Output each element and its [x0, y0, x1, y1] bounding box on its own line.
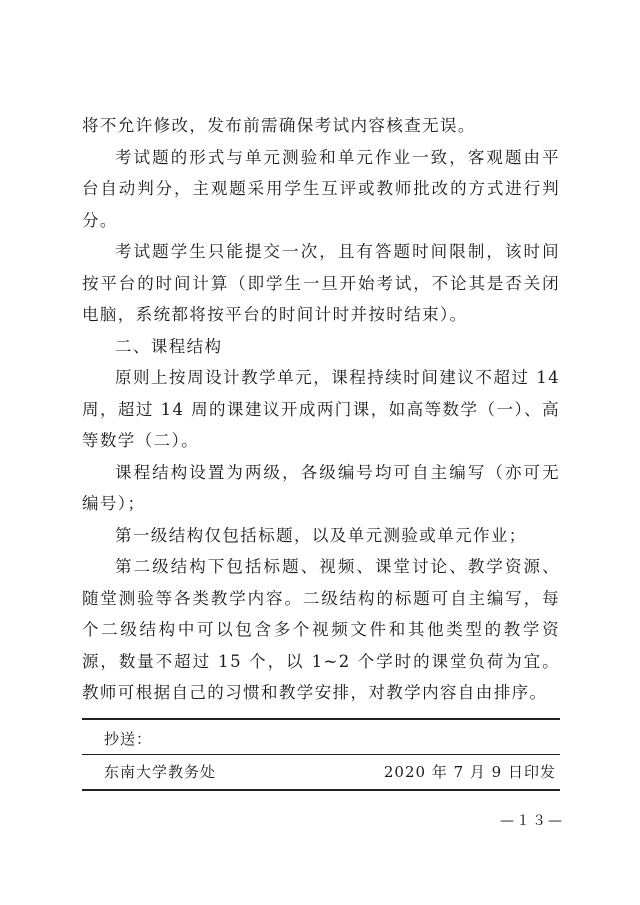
footer-middle-rule: [82, 754, 560, 755]
cc-line: [104, 728, 556, 749]
paragraph-6: 课程结构设置为两级，各级编号均可自主编写（亦可无编号）；: [82, 462, 560, 513]
paragraph-3: 考试题学生只能提交一次，且有答题时间限制，该时间按平台的时间计算（即学生一旦开始考试，不论其是否关闭电脑，系统都将按平台的时间计时并按时结束）。: [82, 242, 560, 324]
issuer-line: [104, 761, 556, 782]
footer-bottom-rule: [82, 789, 560, 791]
page-number: —１３—: [500, 813, 564, 829]
issue-date: 2020 年 7 月 9 日印发: [383, 763, 556, 781]
paragraph-1: 将不允许修改，发布前需确保考试内容核查无误。: [82, 116, 476, 135]
footer-top-rule: [82, 718, 560, 720]
paragraph-2: 考试题的形式与单元测验和单元作业一致，客观题由平台自动判分，主观题采用学生互评或教师批改的方式进行判分。: [82, 147, 560, 230]
paragraph-8: 第二级结构下包括标题、视频、课堂讨论、教学资源、随堂测验等各类教学内容。二级结构的标题可自主编写，每个二级结构中可以包含多个视频文件和其他类型的教学资源，数量不超过 15 个，以 1~2 个学时的课堂负荷为宜。教师可根据自己的习惯和教学安排，对教学内容自由排序。: [82, 557, 560, 702]
paragraph-7: 第一级结构仅包括标题，以及单元测验或单元作业；: [115, 525, 527, 545]
section-heading: 二、课程结构: [115, 336, 223, 356]
cc-label: 抄送：: [104, 730, 153, 748]
issuer-name: 东南大学教务处: [104, 763, 217, 781]
document-body: [82, 110, 560, 709]
paragraph-5: 原则上按周设计教学单元，课程持续时间建议不超过 14 周，超过 14 周的课建议开成两门课，如高等数学（一）、高等数学（二）。: [82, 368, 560, 450]
